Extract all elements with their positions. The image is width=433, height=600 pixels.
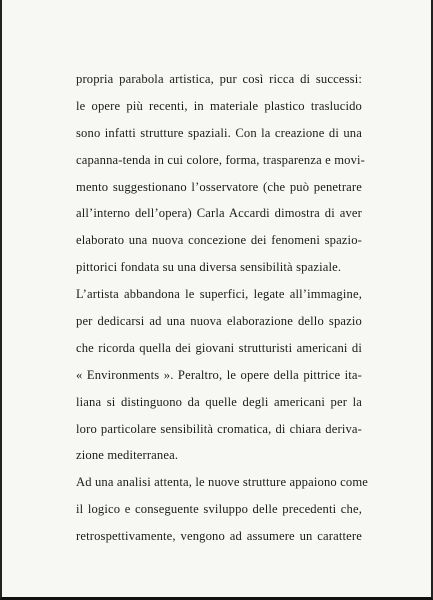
- text-line: liana si distinguono da quelle degli americani per la: [76, 394, 362, 409]
- text-line: sono infatti strutture spaziali. Con la creazione di una: [76, 125, 362, 140]
- text-line: che ricorda quella dei giovani strutturisti americani di: [76, 340, 362, 355]
- text-line: retrospettivamente, vengono ad assumere un carattere: [76, 529, 362, 544]
- text-line: L’artista abbandona le superfici, legate all’immagine,: [76, 287, 362, 302]
- paragraph-1: [76, 66, 366, 281]
- text-line: pittorici fondata su una diversa sensibilità spaziale.: [76, 260, 342, 275]
- text-line: per dedicarsi ad una nuova elaborazione dello spazio: [76, 314, 362, 329]
- text-line: il logico e conseguente sviluppo delle precedenti che,: [76, 502, 362, 517]
- text-line: propria parabola artistica, pur così ricca di successi:: [76, 72, 362, 86]
- text-line: capanna-tenda in cui colore, forma, trasparenza e movi-: [76, 152, 366, 167]
- body-text: [76, 66, 369, 550]
- text-line: mento suggestionano l’osservatore (che può penetrare: [76, 179, 362, 194]
- paragraph-3: [76, 469, 369, 550]
- text-line: Ad una analisi attenta, le nuove strutture appaiono come: [76, 475, 369, 490]
- text-line: le opere più recenti, in materiale plastico traslucido: [76, 98, 362, 113]
- text-line: « Environments ». Peraltro, le opere della pittrice ita-: [76, 367, 362, 382]
- text-line: zione mediterranea.: [76, 448, 179, 463]
- text-line: loro particolare sensibilità cromatica, di chiara deriva-: [76, 421, 362, 436]
- text-line: all’interno dell’opera) Carla Accardi dimostra di aver: [76, 206, 362, 221]
- text-line: elaborato una nuova concezione dei fenomeni spazio-: [76, 233, 362, 248]
- paragraph-2: [76, 281, 362, 469]
